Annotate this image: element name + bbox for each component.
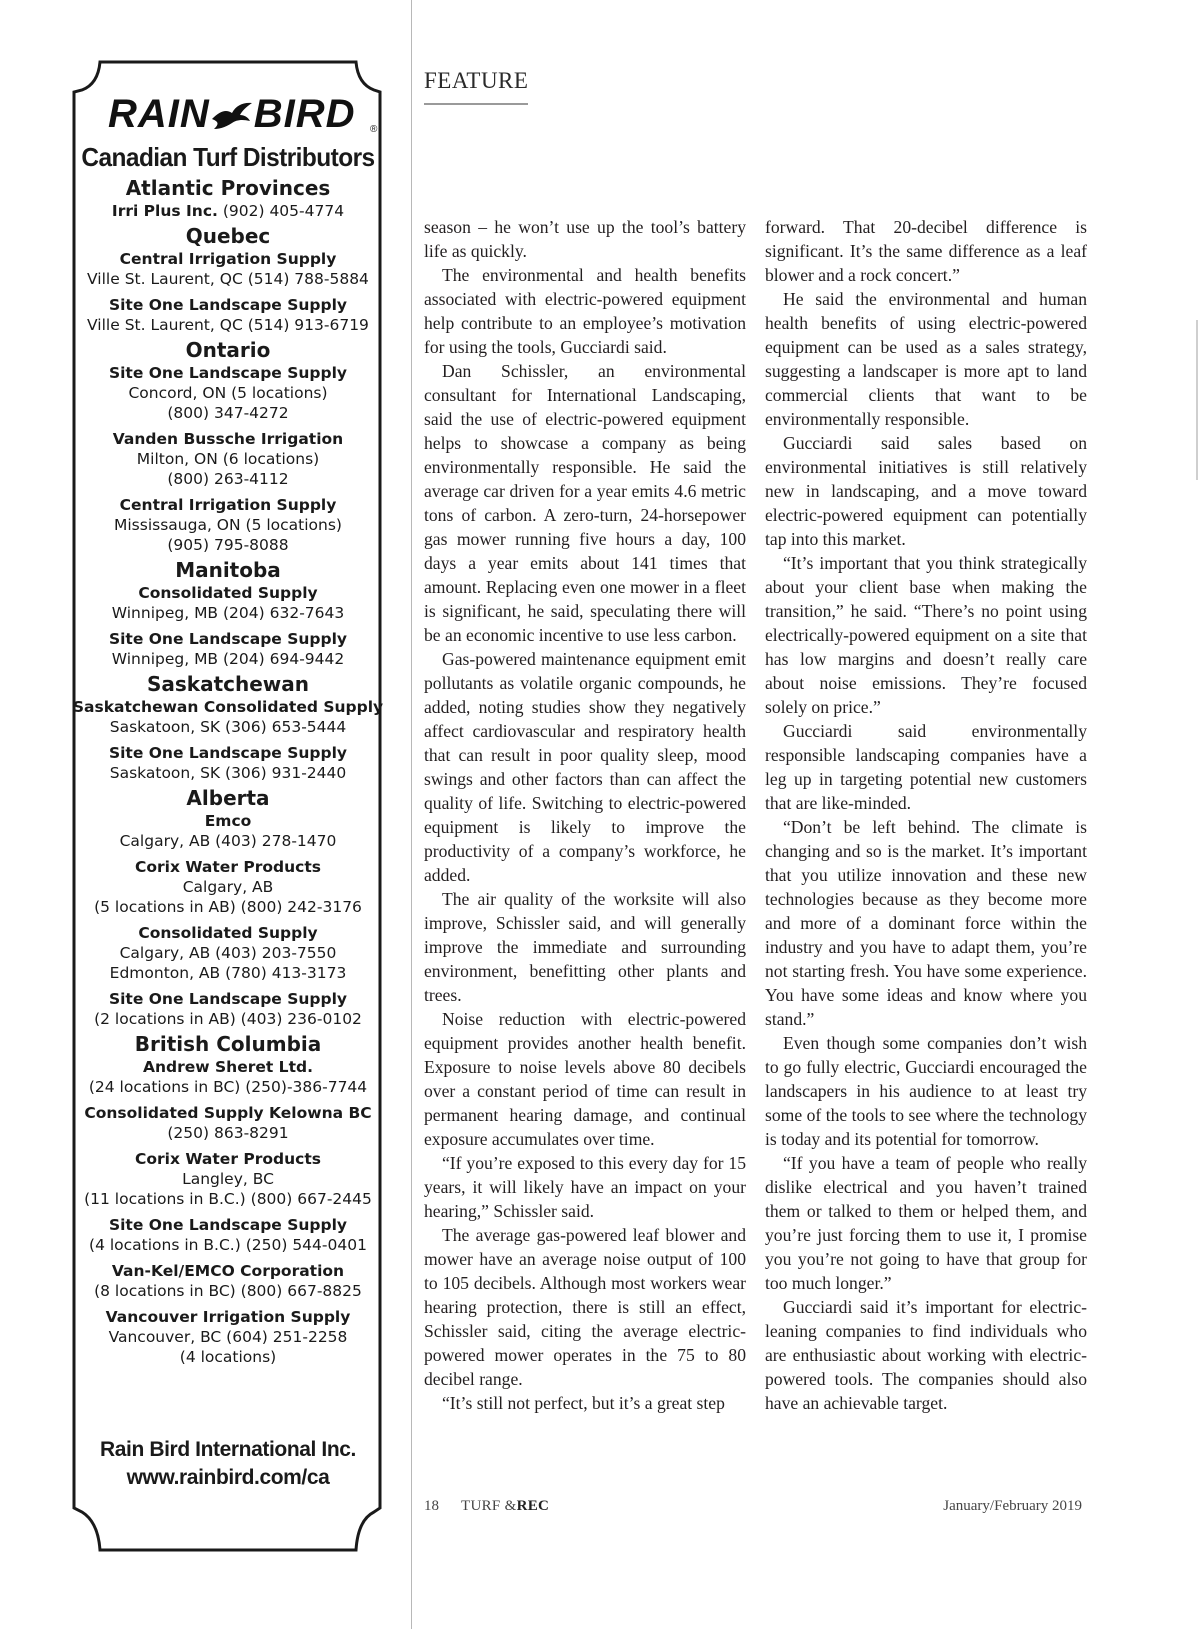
dealer-entry bbox=[72, 923, 384, 983]
rain-bird-advertisement bbox=[62, 60, 394, 1556]
article-column-2 bbox=[765, 215, 1087, 1415]
dealer-detail: (2 locations in AB) (403) 236-0102 bbox=[94, 1010, 362, 1028]
dealer-detail: (5 locations in AB) (800) 242-3176 bbox=[94, 898, 362, 916]
region-name: Atlantic Provinces bbox=[125, 176, 331, 200]
dealer-phone: (902) 405-4774 bbox=[222, 202, 345, 220]
logo-text-bird: BIRD bbox=[253, 92, 356, 136]
dealer-detail: Calgary, AB bbox=[182, 878, 274, 896]
article-paragraph: Gas-powered maintenance equipment emit pollutants as volatile organic compounds, he added, noting studies show they negatively affect cardiovascular and respiratory health that can result in poor quality sleep, mood swings and other factors than can affect the quality of life. Switching to electric-powered equipment is likely to improve the productivity of a company’s workforce, he added. bbox=[424, 649, 746, 885]
dealer-name: Corix Water Products bbox=[135, 1150, 321, 1168]
dealer-name: Andrew Sheret Ltd. bbox=[143, 1058, 313, 1076]
article-paragraph: Gucciardi said sales based on environmental initiatives is still relatively new in landscaping, and a move toward electric-powered equipment can potentially tap into this market. bbox=[765, 433, 1087, 549]
region-block bbox=[72, 224, 384, 335]
dealer-detail: Calgary, AB (403) 203-7550 bbox=[119, 944, 337, 962]
dealer-name: Site One Landscape Supply bbox=[108, 1216, 348, 1234]
region-block bbox=[72, 1032, 384, 1367]
dealer-entry bbox=[72, 1307, 384, 1367]
dealer-entry bbox=[72, 743, 384, 783]
dealer-detail: Winnipeg, MB (204) 632-7643 bbox=[111, 604, 345, 622]
logo-text-rain: RAIN bbox=[108, 92, 210, 136]
dealer-entry bbox=[72, 495, 384, 555]
dealer-detail: (905) 795-8088 bbox=[167, 536, 289, 554]
dealer-name: Consolidated Supply Kelowna BC bbox=[84, 1104, 372, 1122]
dealer-detail: Ville St. Laurent, QC (514) 788-5884 bbox=[87, 270, 369, 288]
region-block bbox=[72, 338, 384, 555]
dealer-inline bbox=[72, 201, 384, 221]
dealer-detail: (800) 263-4112 bbox=[167, 470, 289, 488]
dealer-entry bbox=[72, 989, 384, 1029]
dealer-name: Consolidated Supply bbox=[138, 584, 318, 602]
dealer-detail: Langley, BC bbox=[182, 1170, 274, 1188]
dealer-entry bbox=[72, 363, 384, 423]
dealer-detail: Saskatoon, SK (306) 653-5444 bbox=[109, 718, 347, 736]
dealer-detail: (11 locations in B.C.) (800) 667-2445 bbox=[84, 1190, 372, 1208]
article-paragraph: Noise reduction with electric-powered equipment provides another health benefit. Exposure to noise levels above 80 decibels over a constant period of time can result in permanent hearing damage, and continual exposure accumulates over time. bbox=[424, 1009, 746, 1149]
article-paragraph: season – he won’t use up the tool’s battery life as quickly. bbox=[424, 217, 746, 261]
article-paragraph: forward. That 20-decibel difference is significant. It’s the same difference as a leaf blower and a rock concert.” bbox=[765, 217, 1087, 285]
page-edge-mark bbox=[1196, 320, 1198, 480]
dealer-name: Emco bbox=[204, 812, 252, 830]
dealer-detail: Ville St. Laurent, QC (514) 913-6719 bbox=[87, 316, 369, 334]
dealer-name: Saskatchewan Consolidated Supply bbox=[72, 698, 384, 716]
region-name: Ontario bbox=[185, 338, 271, 362]
region-block bbox=[72, 558, 384, 669]
website-url: www.rainbird.com/ca bbox=[126, 1466, 330, 1489]
dealer-entry bbox=[72, 811, 384, 851]
dealer-entry bbox=[72, 1215, 384, 1255]
article-paragraph: The average gas-powered leaf blower and mower have an average noise output of 100 to 105 decibels. Although most workers wear hearing protection, there is still an effect, Schissler said, citing the average electric-powered mower operates in the 75 to 80 decibel range. bbox=[424, 1225, 746, 1389]
dealer-detail: (800) 347-4272 bbox=[167, 404, 289, 422]
magazine-name-part1: TURF & bbox=[461, 1498, 517, 1514]
dealer-entry bbox=[72, 697, 384, 737]
region-name: Saskatchewan bbox=[146, 672, 310, 696]
dealer-name: Site One Landscape Supply bbox=[108, 296, 348, 314]
article-paragraph: “It’s still not perfect, but it’s a great step bbox=[442, 1393, 725, 1413]
dealer-detail: (8 locations in BC) (800) 667-8825 bbox=[94, 1282, 362, 1300]
article-paragraph: Dan Schissler, an environmental consultant for International Landscaping, said the use of electric-powered equipment helps to showcase a company as being environmentally responsible. He said the average car driven for a year emits 4.6 metric tons of carbon. A zero-turn, 24-horsepower gas mower running five hours a day, 100 days a year emits about 141 times that amount. Replacing even one mower in a fleet is significant, he said, speculating there will be an economic incentive to use less carbon. bbox=[424, 361, 746, 645]
section-rule bbox=[424, 103, 528, 105]
article-paragraph: “If you’re exposed to this every day for 15 years, it will likely have an impact on your hearing,” Schissler said. bbox=[424, 1153, 746, 1221]
dealer-entry bbox=[72, 583, 384, 623]
region-name: British Columbia bbox=[134, 1032, 322, 1056]
dealer-name: Consolidated Supply bbox=[138, 924, 318, 942]
article-paragraph: The environmental and health benefits associated with electric-powered equipment help contribute to an employee’s motivation for using the tools, Gucciardi said. bbox=[424, 265, 746, 357]
dealer-detail: Saskatoon, SK (306) 931-2440 bbox=[109, 764, 347, 782]
dealer-detail: Edmonton, AB (780) 413-3173 bbox=[109, 964, 347, 982]
registered-mark: ® bbox=[370, 124, 378, 135]
dealer-detail: (24 locations in BC) (250)-386-7744 bbox=[88, 1078, 368, 1096]
section-label: FEATURE bbox=[424, 68, 529, 93]
region-block bbox=[72, 786, 384, 1029]
dealer-name: Site One Landscape Supply bbox=[108, 364, 348, 382]
article-paragraph: He said the environmental and human health benefits of using electric-powered equipment can be used as a sales strategy, suggesting a landscaper is more apt to land commercial clients that want to be environmentally responsible. bbox=[765, 289, 1087, 429]
dealer-entry bbox=[72, 1261, 384, 1301]
dealer-entry bbox=[72, 857, 384, 917]
dealer-detail: (250) 863-8291 bbox=[167, 1124, 289, 1142]
dealer-entry bbox=[72, 201, 384, 221]
logo-wordmark bbox=[108, 90, 372, 138]
dealer-detail: (4 locations in B.C.) (250) 544-0401 bbox=[89, 1236, 367, 1254]
article-paragraph: “It’s important that you think strategically about your client base when making the transition,” he said. “There’s no point using electrically-powered equipment on a site that has low margins and doesn’t really care about noise emissions. They’re focused solely on price.” bbox=[765, 553, 1087, 717]
ad-heading: Canadian Turf Distributors bbox=[81, 142, 375, 172]
dealer-detail: Winnipeg, MB (204) 694-9442 bbox=[111, 650, 345, 668]
article-paragraph: Gucciardi said environmentally responsible landscaping companies have a leg up in targeting potential new customers that are like-minded. bbox=[765, 721, 1087, 813]
dealer-name: Van-Kel/EMCO Corporation bbox=[111, 1262, 345, 1280]
dealer-entry bbox=[72, 1149, 384, 1209]
region-name: Quebec bbox=[185, 224, 271, 248]
dealer-detail: Calgary, AB (403) 278-1470 bbox=[119, 832, 337, 850]
article-paragraph: “Don’t be left behind. The climate is changing and so is the market. It’s important that you utilize innovation and these new technologies because as they become more and more of a dominant force within the industry and you have to adapt them, you’re not starting fresh. You have some experience. You have some ideas and know where you stand.” bbox=[765, 817, 1087, 1029]
dealer-entry bbox=[72, 1057, 384, 1097]
magazine-name-part2: REC bbox=[516, 1498, 550, 1514]
dealer-name: Site One Landscape Supply bbox=[108, 630, 348, 648]
dealer-entry bbox=[72, 1103, 384, 1143]
dealer-name: Site One Landscape Supply bbox=[108, 990, 348, 1008]
article-paragraph: Gucciardi said it’s important for electric-leaning companies to find individuals who are enthusiastic about working with electric-powered tools. The companies should also have an achievable target. bbox=[765, 1297, 1087, 1413]
article-paragraph: “If you have a team of people who really dislike electrical and you haven’t trained them or talked to them or helped them, and you’re just forcing them to use it, I promise you you’re not going to have that group for too much longer.” bbox=[765, 1153, 1087, 1293]
issue-date: January/February 2019 bbox=[943, 1498, 1082, 1514]
dealer-entry bbox=[72, 295, 384, 335]
page-gutter-divider bbox=[411, 0, 412, 1629]
ad-footer bbox=[72, 1436, 384, 1492]
dealer-name: Central Irrigation Supply bbox=[119, 496, 337, 514]
magazine-name bbox=[461, 1496, 549, 1516]
article-paragraph: The air quality of the worksite will also improve, Schissler said, and will generally improve the immediate and surrounding environment, benefitting other plants and trees. bbox=[424, 889, 746, 1005]
dealer-name: Vancouver Irrigation Supply bbox=[105, 1308, 351, 1326]
bird-icon bbox=[210, 101, 254, 131]
dealer-name: Vanden Bussche Irrigation bbox=[112, 430, 344, 448]
dealer-entry bbox=[72, 629, 384, 669]
article-column-1 bbox=[424, 215, 746, 1415]
distributor-list bbox=[72, 176, 384, 1367]
dealer-name: Central Irrigation Supply bbox=[119, 250, 337, 268]
dealer-name: Site One Landscape Supply bbox=[108, 744, 348, 762]
region-block bbox=[72, 176, 384, 221]
page-number: 18 bbox=[424, 1498, 439, 1514]
dealer-detail: Milton, ON (6 locations) bbox=[136, 450, 320, 468]
dealer-name: Corix Water Products bbox=[135, 858, 321, 876]
article-paragraph: Even though some companies don’t wish to go fully electric, Gucciardi encouraged the landscapers in his audience to at least try some of the tools to see where the technology is today and its potential for tomorrow. bbox=[765, 1033, 1087, 1149]
dealer-detail: Concord, ON (5 locations) bbox=[128, 384, 328, 402]
dealer-detail: (4 locations) bbox=[179, 1348, 277, 1366]
region-name: Alberta bbox=[186, 786, 270, 810]
region-name: Manitoba bbox=[175, 558, 281, 582]
dealer-detail: Mississauga, ON (5 locations) bbox=[114, 516, 342, 534]
region-block bbox=[72, 672, 384, 783]
company-name: Rain Bird International Inc. bbox=[100, 1438, 356, 1461]
dealer-entry bbox=[72, 429, 384, 489]
dealer-detail: Vancouver, BC (604) 251-2258 bbox=[108, 1328, 348, 1346]
rain-bird-logo bbox=[108, 80, 378, 136]
dealer-name: Irri Plus Inc. bbox=[111, 202, 218, 220]
dealer-entry bbox=[72, 249, 384, 289]
